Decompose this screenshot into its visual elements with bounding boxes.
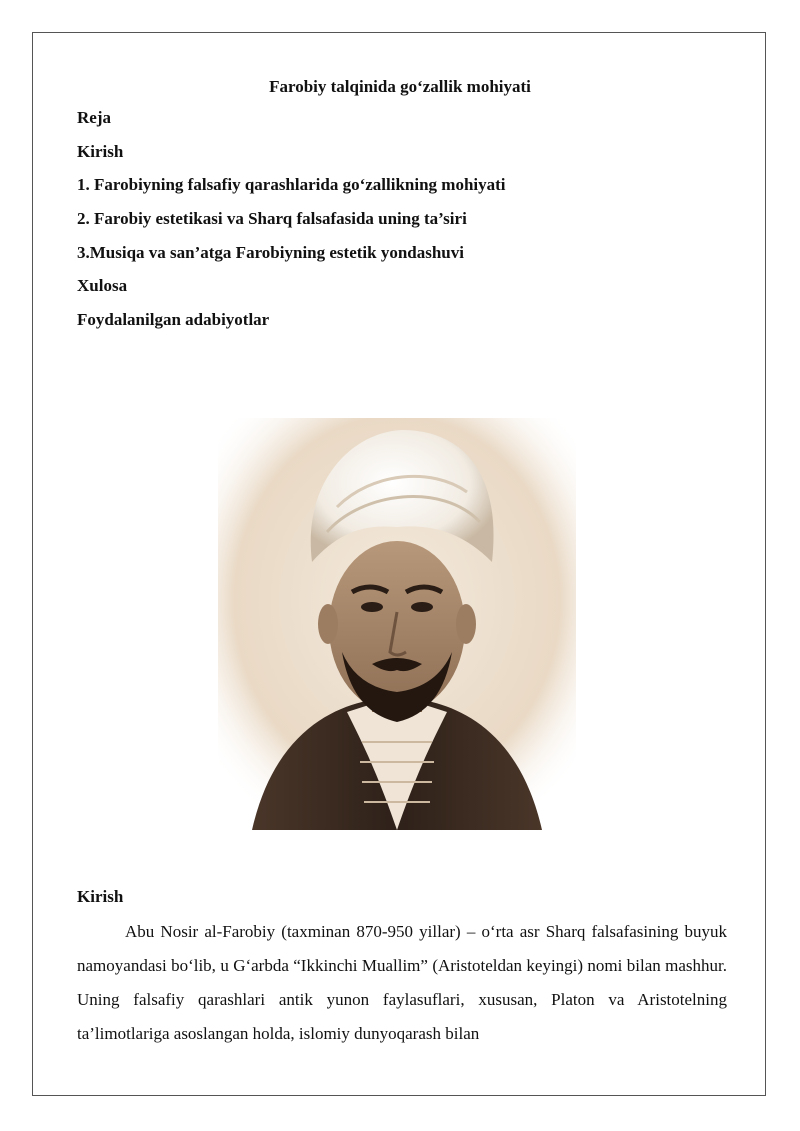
toc-item-3: 3.Musiqa va san’atga Farobiyning estetik yondashuvi: [77, 242, 464, 262]
intro-paragraph: Abu Nosir al-Farobiy (taxminan 870-950 yillar) – o‘rta asr Sharq falsafasining buyuk namoyandasi bo‘lib, u G‘arbda “Ikkinchi Muallim” (Aristoteldan keyingi) nomi bilan mashhur. Uning falsafiy qarashlari antik yunon faylasuflari, xususan, Platon va Aristotelning ta’limotlariga asoslangan holda, islomiy dunyoqarash bilan: [77, 922, 727, 1043]
toc-item-kirish: Kirish: [77, 141, 124, 161]
toc-item-adabiyotlar: Foydalanilgan adabiyotlar: [77, 310, 270, 330]
document-title: Farobiy talqinida go‘zallik mohiyati: [269, 77, 531, 96]
section-heading-kirish: Kirish: [77, 887, 124, 906]
farobiy-portrait: [212, 412, 582, 830]
toc-item-1: 1. Farobiyning falsafiy qarashlarida go‘zallikning mohiyati: [77, 175, 506, 195]
toc-item-2: 2. Farobiy estetikasi va Sharq falsafasida uning ta’siri: [77, 209, 467, 229]
table-of-contents: [77, 106, 506, 342]
toc-item-xulosa: Xulosa: [77, 276, 128, 296]
toc-heading-reja: Reja: [77, 108, 111, 127]
